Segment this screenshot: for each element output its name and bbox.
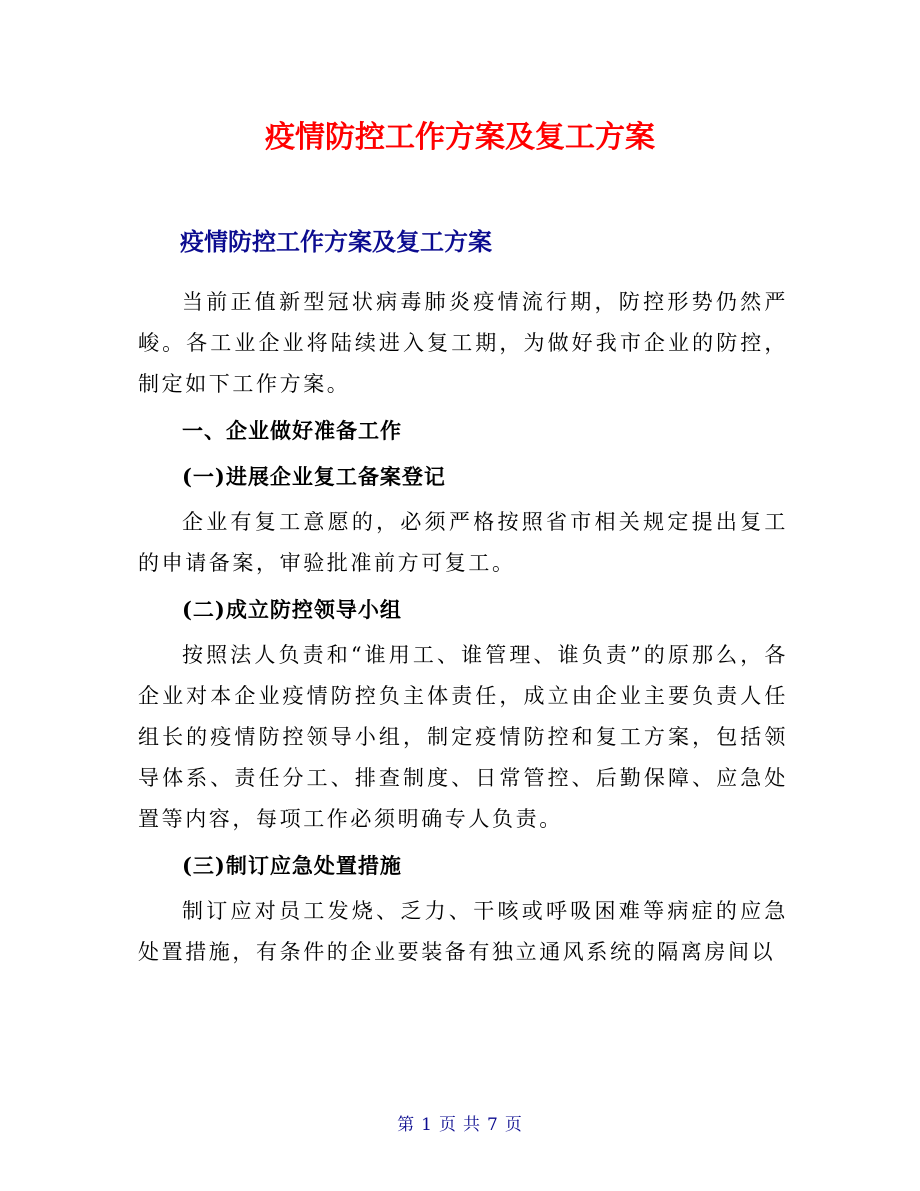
- paragraph-intro: 当前正值新型冠状病毒肺炎疫情流行期，防控形势仍然严峻。各工业企业将陆续进入复工期，为做好我市企业的防控，制定如下工作方案。: [138, 290, 788, 396]
- subsection-heading-3: (三)制订应急处置措施: [182, 853, 402, 878]
- subsection-heading-1: (一)进展企业复工备案登记: [182, 464, 446, 489]
- document-body: [138, 282, 788, 978]
- document-subtitle: 疫情防控工作方案及复工方案: [180, 228, 492, 256]
- page-footer: [0, 1112, 920, 1138]
- section-heading-1: 一、企业做好准备工作: [182, 418, 402, 443]
- paragraph-emergency: 制订应对员工发烧、乏力、干咳或呼吸困难等病症的应急处置措施，有条件的企业要装备有独立通风系统的隔离房间以: [138, 899, 788, 964]
- paragraph-registration: 企业有复工意愿的，必须严格按照省市相关规定提出复工的申请备案，审验批准前方可复工。: [138, 510, 788, 575]
- footer-total-pages: 7: [487, 1115, 499, 1135]
- paragraph-leadership: 按照法人负责和“谁用工、谁管理、谁负责”的原那么，各企业对本企业疫情防控负主体责任，成立由企业主要负责人任组长的疫情防控领导小组，制定疫情防控和复工方案，包括领导体系、责任分工、排查制度、日常管控、后勤保障、应急处置等内容，每项工作必须明确专人负责。: [138, 643, 788, 831]
- footer-page-label: 第: [397, 1115, 416, 1135]
- footer-page-unit: 页: [439, 1115, 457, 1135]
- footer-total-label: 共: [463, 1115, 481, 1135]
- footer-current-page: 1: [421, 1115, 433, 1135]
- document-title: 疫情防控工作方案及复工方案: [265, 120, 655, 155]
- subsection-heading-2: (二)成立防控领导小组: [182, 597, 402, 622]
- footer-total-unit: 页: [504, 1115, 523, 1135]
